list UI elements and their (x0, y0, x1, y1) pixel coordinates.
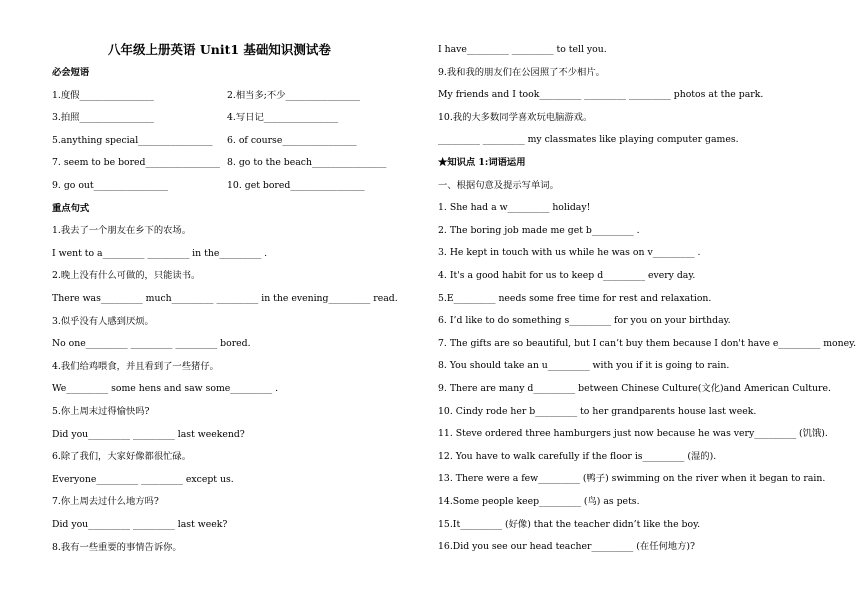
text-line: 8. go to the beach________________ (227, 157, 387, 169)
text-line: My friends and I took_________ _________ _________ photos at the park. (438, 89, 764, 101)
text-line: 5.anything special________________ (52, 134, 213, 146)
text-line: 4. It's a good habit for us to keep d_________ every day. (438, 270, 696, 281)
text-line: 2.晚上没有什么可做的，只能读书。 (52, 270, 201, 282)
text-line: 10. Cindy rode her b_________ to her grandparents house last week. (438, 405, 757, 417)
text-line: 9. There are many d_________ between Chinese Culture(文化)and American Culture. (438, 383, 831, 394)
text-line: 16.Did you see our head teacher_________ (在任何地方)? (438, 541, 695, 553)
text-line: Did you_________ _________ last weekend? (52, 428, 245, 440)
text-line: 5.你上周末过得愉快吗? (52, 406, 150, 417)
text-line: 7. The gifts are so beautiful, but I can’t buy them because I don't have e_________ money. (438, 337, 857, 349)
text-line: 6. of course________________ (227, 134, 357, 146)
text-line: I have_________ _________ to tell you. (438, 44, 607, 55)
text-line: 2.相当多;不少________________ (227, 89, 360, 101)
page-title: 八年级上册英语 Unit1 基础知识测试卷 (108, 42, 331, 57)
text-line: Everyone_________ _________ except us. (52, 473, 234, 485)
text-line: 一、根据句意及提示写单词。 (438, 179, 559, 191)
text-line: 5.E_________ needs some free time for rest and relaxation. (438, 292, 712, 304)
text-line: 7. seem to be bored________________ (52, 157, 220, 169)
text-line: 9.我和我的朋友们在公园照了不少相片。 (438, 66, 605, 78)
text-line: 1.我去了一个朋友在乡下的农场。 (52, 225, 192, 237)
text-line: 2. The boring job made me get b_________ . (438, 224, 640, 236)
text-line: There was_________ much_________ _________ in the evening_________ read. (52, 293, 398, 304)
text-line: 3.拍照________________ (52, 112, 154, 124)
text-line: _________ _________ my classmates like playing computer games. (438, 134, 739, 146)
text-line: 4.我们给鸡喂食，并且看到了一些猪仔。 (52, 360, 219, 372)
text-line: 3. He kept in touch with us while he was on v_________ . (438, 247, 701, 259)
text-line: 10. get bored________________ (227, 180, 365, 191)
section-heading: ★知识点 1:词语运用 (438, 157, 526, 168)
text-line: 10.我的大多数同学喜欢玩电脑游戏。 (438, 111, 593, 123)
text-line: 1.度假________________ (52, 89, 154, 101)
text-line: 14.Some people keep_________ (鸟) as pets. (438, 496, 640, 507)
text-line: 12. You have to walk carefully if the floor is_________ (湿的). (438, 450, 717, 462)
text-line: 4.写日记________________ (227, 112, 339, 124)
text-line: Did you_________ _________ last week? (52, 519, 228, 530)
text-line: 3.似乎没有人感到厌烦。 (52, 315, 154, 327)
text-line: 7.你上周去过什么地方吗? (52, 496, 159, 508)
section-heading: 必会短语 (52, 67, 90, 78)
text-line: I went to a_________ _________ in the_________ . (52, 247, 268, 259)
text-line: 6. I’d like to do something s_________ for you on your birthday. (438, 315, 731, 327)
text-line: 15.It_________ (好像) that the teacher didn’t like the boy. (438, 518, 701, 530)
text-line: 1. She had a w_________ holiday! (438, 202, 591, 214)
text-line: We_________ some hens and saw some_________ . (52, 383, 279, 395)
text-line: No one_________ _________ _________ bored. (52, 338, 251, 350)
text-line: 13. There were a few_________ (鸭子) swimming on the river when it began to rain. (438, 473, 826, 485)
text-line: 9. go out________________ (52, 180, 169, 191)
text-line: 6.除了我们，大家好像都很忙碌。 (52, 451, 192, 463)
text-line: 8. You should take an u_________ with you if it is going to rain. (438, 360, 730, 372)
section-heading: 重点句式 (52, 202, 90, 214)
text-line: 11. Steve ordered three hamburgers just now because he was very_________ (饥饿). (438, 428, 828, 440)
text-line: 8.我有一些重要的事情告诉你。 (52, 541, 182, 553)
